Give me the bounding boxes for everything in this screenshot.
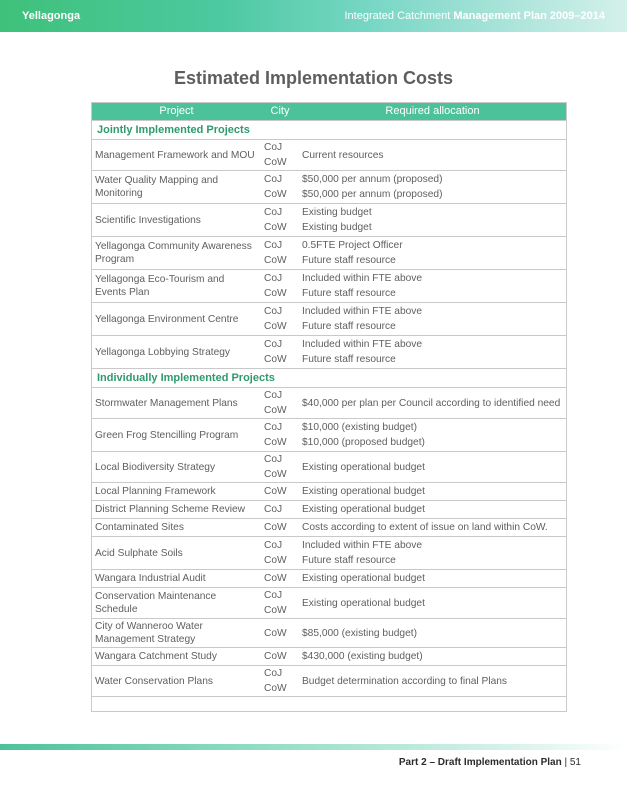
city-code: CoJ xyxy=(264,339,283,350)
column-header-allocation: Required allocation xyxy=(298,102,567,121)
project-cell: Yellagonga Environment Centre xyxy=(91,303,262,336)
city-code: CoW xyxy=(264,627,287,639)
table-row xyxy=(91,483,567,501)
project-cell: City of Wanneroo Water Management Strategy xyxy=(91,619,262,648)
city-code: CoJ xyxy=(264,590,283,601)
city-cell xyxy=(262,501,298,519)
section-heading-row xyxy=(91,369,567,388)
allocation-text: Future staff resource xyxy=(302,288,396,299)
city-cell xyxy=(262,204,298,237)
page-title: Estimated Implementation Costs xyxy=(173,68,454,88)
city-cell xyxy=(262,237,298,270)
allocation-cell xyxy=(298,452,567,483)
allocation-text: Included within FTE above xyxy=(302,339,423,350)
allocation-cell xyxy=(298,619,567,648)
column-header-city: City xyxy=(262,102,298,121)
allocation-text: Included within FTE above xyxy=(302,306,423,317)
costs-table xyxy=(91,102,567,697)
allocation-text: $10,000 (existing budget) xyxy=(302,422,417,433)
header-left-title: Yellagonga xyxy=(22,10,81,22)
city-code: CoW xyxy=(264,522,287,533)
allocation-cell xyxy=(298,388,567,419)
city-cell xyxy=(262,452,298,483)
table-row xyxy=(91,237,567,270)
allocation-cell xyxy=(298,501,567,519)
allocation-text: $85,000 (existing budget) xyxy=(302,627,417,639)
city-cell xyxy=(262,619,298,648)
project-cell: Water Conservation Plans xyxy=(91,666,262,697)
footer-part-label: Part 2 – Draft Implementation Plan xyxy=(398,757,562,768)
allocation-cell xyxy=(298,204,567,237)
allocation-text: Existing operational budget xyxy=(302,504,425,515)
city-code: CoW xyxy=(264,157,287,168)
allocation-text: Future staff resource xyxy=(302,555,396,566)
city-code: CoW xyxy=(264,651,287,662)
project-cell: Conservation Maintenance Schedule xyxy=(91,588,262,619)
city-cell xyxy=(262,171,298,204)
project-cell: Wangara Catchment Study xyxy=(91,648,262,666)
allocation-cell xyxy=(298,588,567,619)
project-cell: Contaminated Sites xyxy=(91,519,262,537)
allocation-text: Future staff resource xyxy=(302,255,396,266)
table-row xyxy=(91,171,567,204)
project-cell: Local Biodiversity Strategy xyxy=(91,452,262,483)
allocation-text: $50,000 per annum (proposed) xyxy=(302,174,443,185)
city-cell xyxy=(262,483,298,501)
section-heading: Jointly Implemented Projects xyxy=(91,121,567,140)
table-row xyxy=(91,666,567,697)
allocation-cell xyxy=(298,171,567,204)
city-code: CoW xyxy=(264,288,287,299)
city-cell xyxy=(262,303,298,336)
table-row xyxy=(91,452,567,483)
footer-text xyxy=(399,757,581,768)
section-heading-row xyxy=(91,121,567,140)
allocation-cell xyxy=(298,483,567,501)
allocation-text: Existing budget xyxy=(302,207,372,218)
city-code: CoW xyxy=(264,573,287,584)
table-row xyxy=(91,303,567,336)
city-code: CoW xyxy=(264,437,287,448)
city-code: CoW xyxy=(264,255,287,266)
city-cell xyxy=(262,140,298,171)
section-heading: Individually Implemented Projects xyxy=(91,369,567,388)
table-row xyxy=(91,619,567,648)
city-code: CoJ xyxy=(264,240,283,251)
project-cell: Local Planning Framework xyxy=(91,483,262,501)
city-code: CoJ xyxy=(264,668,283,679)
project-cell: Scientific Investigations xyxy=(91,204,262,237)
city-cell xyxy=(262,570,298,588)
allocation-text: Included within FTE above xyxy=(302,540,423,551)
city-cell xyxy=(262,537,298,570)
table-body xyxy=(91,121,567,697)
allocation-cell xyxy=(298,519,567,537)
allocation-text: $50,000 per annum (proposed) xyxy=(302,189,443,200)
table-row xyxy=(91,570,567,588)
allocation-cell xyxy=(298,419,567,452)
footer-bar xyxy=(0,744,627,750)
table-row xyxy=(91,204,567,237)
project-cell: Water Quality Mapping and Monitoring xyxy=(91,171,262,204)
table-row xyxy=(91,588,567,619)
city-code: CoW xyxy=(264,555,287,566)
city-code: CoJ xyxy=(264,504,283,515)
table-row xyxy=(91,501,567,519)
city-code: CoJ xyxy=(264,540,283,551)
city-cell xyxy=(262,270,298,303)
city-code: CoJ xyxy=(264,306,283,317)
allocation-text: Existing operational budget xyxy=(302,461,425,473)
header-right-title xyxy=(345,10,606,22)
allocation-text: $40,000 per plan per Council according to identified need xyxy=(302,397,561,409)
header-bar xyxy=(0,0,627,32)
allocation-text: Costs according to extent of issue on land within CoW. xyxy=(302,522,548,533)
city-code: CoJ xyxy=(264,422,283,433)
allocation-text: $430,000 (existing budget) xyxy=(302,651,423,662)
allocation-cell xyxy=(298,270,567,303)
allocation-text: Existing operational budget xyxy=(302,486,425,497)
allocation-cell xyxy=(298,648,567,666)
allocation-text: 0.5FTE Project Officer xyxy=(302,240,403,251)
city-cell xyxy=(262,666,298,697)
city-code: CoW xyxy=(264,222,287,233)
allocation-text: Current resources xyxy=(302,149,384,161)
city-code: CoW xyxy=(264,469,287,480)
allocation-text: Existing budget xyxy=(302,222,372,233)
allocation-text: Budget determination according to final Plans xyxy=(302,675,508,687)
allocation-text: Existing operational budget xyxy=(302,597,425,609)
city-code: CoW xyxy=(264,354,287,365)
header-right-light: Integrated Catchment xyxy=(344,10,451,22)
table-row xyxy=(91,648,567,666)
table-row xyxy=(91,270,567,303)
header-right-bold: Management Plan 2009–2014 xyxy=(453,10,605,22)
city-code: CoJ xyxy=(264,454,283,465)
city-code: CoW xyxy=(264,405,287,416)
city-cell xyxy=(262,419,298,452)
project-cell: Yellagonga Eco-Tourism and Events Plan xyxy=(91,270,262,303)
project-cell: Management Framework and MOU xyxy=(91,140,262,171)
city-code: CoJ xyxy=(264,207,283,218)
city-code: CoJ xyxy=(264,142,283,153)
allocation-cell xyxy=(298,570,567,588)
allocation-text: Existing operational budget xyxy=(302,573,425,584)
allocation-text: Included within FTE above xyxy=(302,273,423,284)
allocation-cell xyxy=(298,237,567,270)
allocation-cell xyxy=(298,666,567,697)
table-row xyxy=(91,140,567,171)
allocation-text: Future staff resource xyxy=(302,354,396,365)
city-cell xyxy=(262,388,298,419)
city-cell xyxy=(262,336,298,369)
allocation-cell xyxy=(298,537,567,570)
city-cell xyxy=(262,519,298,537)
city-code: CoW xyxy=(264,321,287,332)
allocation-text: Future staff resource xyxy=(302,321,396,332)
table-row xyxy=(91,537,567,570)
table-header-row xyxy=(91,102,567,121)
project-cell: Green Frog Stencilling Program xyxy=(91,419,262,452)
city-code: CoW xyxy=(264,486,287,497)
allocation-cell xyxy=(298,303,567,336)
city-cell xyxy=(262,588,298,619)
column-header-project: Project xyxy=(91,102,262,121)
city-code: CoJ xyxy=(264,174,283,185)
project-cell: Yellagonga Lobbying Strategy xyxy=(91,336,262,369)
project-cell: Stormwater Management Plans xyxy=(91,388,262,419)
allocation-cell xyxy=(298,140,567,171)
project-cell: Yellagonga Community Awareness Program xyxy=(91,237,262,270)
city-code: CoW xyxy=(264,189,287,200)
table-row xyxy=(91,519,567,537)
allocation-text: $10,000 (proposed budget) xyxy=(302,437,425,448)
city-code: CoJ xyxy=(264,273,283,284)
project-cell: Wangara Industrial Audit xyxy=(91,570,262,588)
city-code: CoW xyxy=(264,605,287,616)
table-row xyxy=(91,388,567,419)
page-number: | 51 xyxy=(561,757,581,768)
allocation-cell xyxy=(298,336,567,369)
city-code: CoW xyxy=(264,683,287,694)
city-cell xyxy=(262,648,298,666)
city-code: CoJ xyxy=(264,390,283,401)
project-cell: District Planning Scheme Review xyxy=(91,501,262,519)
table-row xyxy=(91,336,567,369)
table-row xyxy=(91,419,567,452)
project-cell: Acid Sulphate Soils xyxy=(91,537,262,570)
